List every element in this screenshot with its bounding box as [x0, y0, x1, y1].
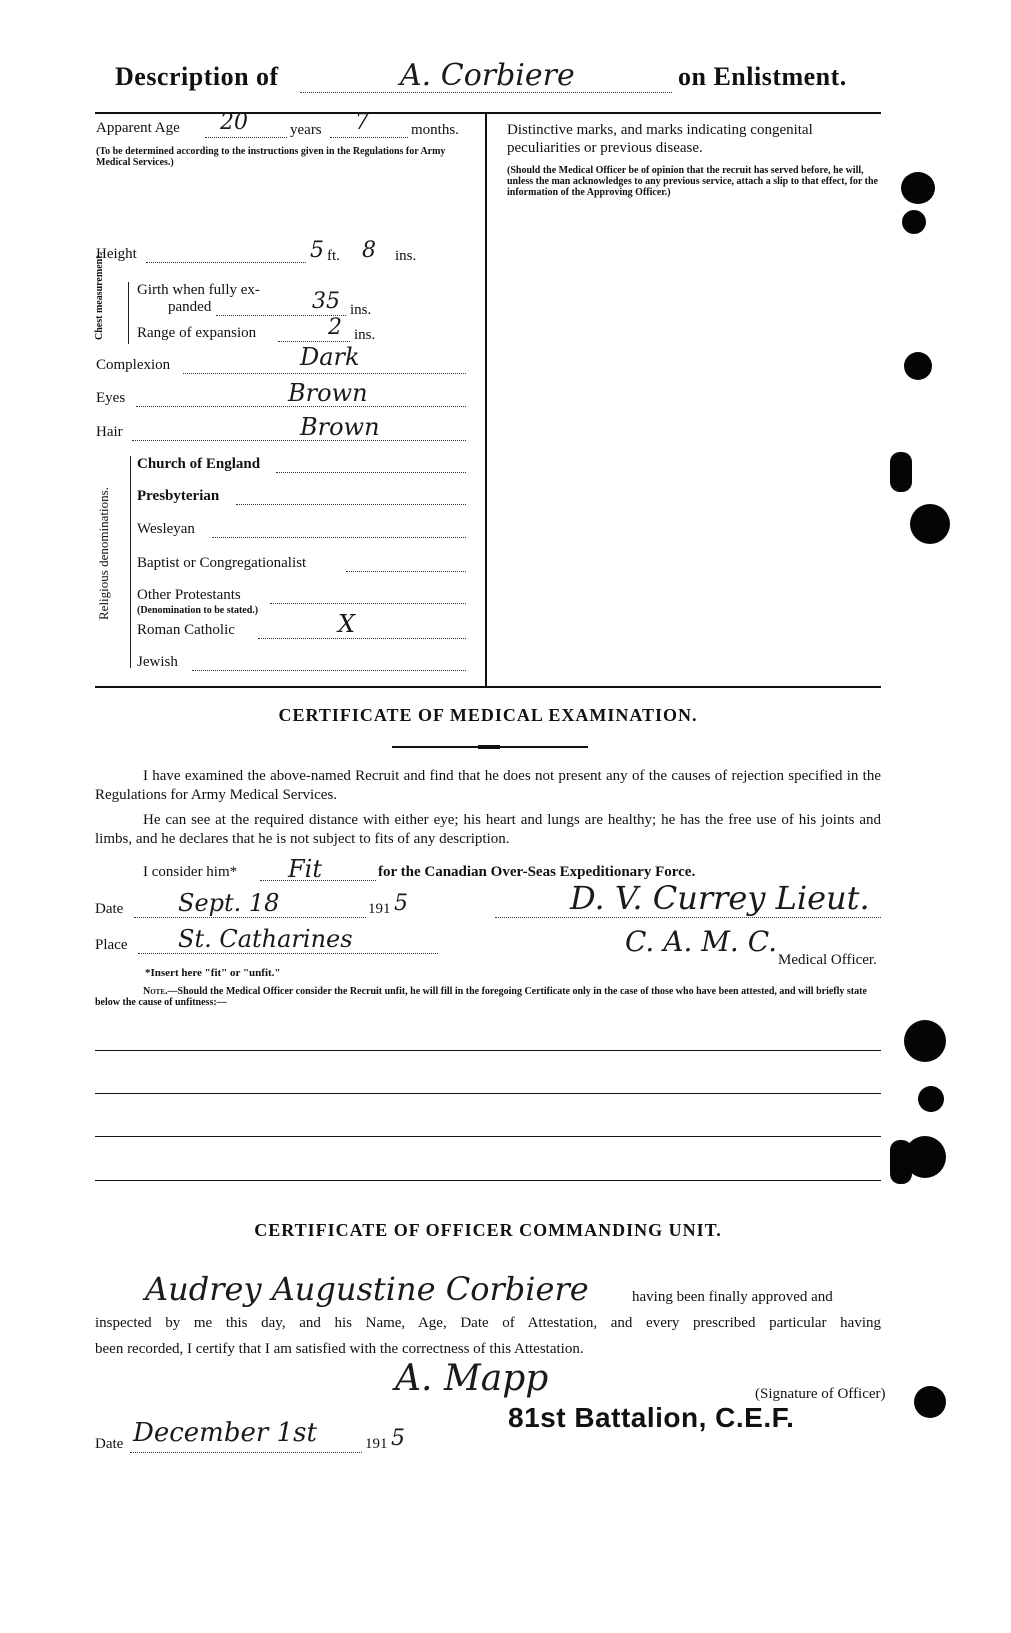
medical-year-suffix: 5 [394, 891, 408, 916]
years-label: years [290, 122, 322, 138]
girth-label-line1: Girth when fully ex- [137, 282, 260, 298]
eyes-label: Eyes [96, 390, 126, 406]
medical-officer-label: Medical Officer. [778, 952, 877, 968]
consider-value: Fit [288, 855, 322, 883]
unfitness-line-2 [95, 1093, 881, 1094]
hair-value: Brown [300, 413, 380, 441]
description-title-suffix: on Enlistment. [678, 62, 847, 91]
recruit-full-name-handwritten: Audrey Augustine Corbiere [145, 1270, 589, 1308]
consider-prefix: I consider him* [143, 864, 238, 880]
medical-officer-signature: D. V. Currey Lieut. [570, 879, 870, 917]
height-inches-value: 8 [362, 238, 376, 263]
medical-officer-unit: C. A. M. C. [625, 925, 778, 958]
years-line [205, 137, 287, 138]
signature-of-officer-label: (Signature of Officer) [755, 1386, 886, 1402]
presbyterian-line [236, 504, 466, 505]
punch-hole-7 [918, 1086, 944, 1112]
age-instructions-note: (To be determined according to the instructions given in the Regulations for Army Medical Services.) [96, 146, 446, 168]
range-line [278, 341, 350, 342]
age-years-value: 20 [220, 110, 248, 135]
eyes-value: Brown [288, 379, 368, 407]
church-of-england-line [276, 472, 466, 473]
column-divider [485, 112, 487, 688]
top-rule [95, 112, 881, 114]
hair-label: Hair [96, 424, 123, 440]
religion-church-of-england: Church of England [137, 456, 261, 472]
medical-place-value: St. Catharines [178, 925, 353, 953]
girth-line [216, 315, 346, 316]
height-inches-label: ins. [395, 248, 417, 264]
girth-label-line2: panded [168, 299, 212, 315]
punch-hole-9 [904, 1136, 946, 1178]
commanding-certificate-title: CERTIFICATE OF OFFICER COMMANDING UNIT. [254, 1220, 722, 1240]
distinctive-marks-line2: peculiarities or previous disease. [507, 140, 703, 156]
medical-date-label: Date [95, 901, 124, 917]
medical-certificate-title: CERTIFICATE OF MEDICAL EXAMINATION. [278, 705, 698, 725]
baptist-line [346, 571, 466, 572]
apparent-age-label: Apparent Age [96, 120, 180, 136]
punch-hole-10 [914, 1386, 946, 1418]
medical-place-label: Place [95, 937, 128, 953]
hair-line [132, 440, 466, 441]
religion-wesleyan: Wesleyan [137, 521, 195, 537]
medical-year-prefix: 191 [368, 901, 391, 917]
medical-paragraph-1: I have examined the above-named Recruit and find that he does not present any of the causes of rejection specified in the Regulations for Army Medical Services. [95, 768, 881, 803]
commanding-line2: inspected by me this day, and his Name, Age, Date of Attestation, and every prescribed particular having [95, 1315, 881, 1331]
unfit-note-label: Note. [143, 986, 168, 997]
medical-place-line [138, 953, 438, 954]
age-months-value: 7 [355, 110, 369, 135]
description-title-prefix: Description of [115, 62, 279, 91]
punch-hole-4 [890, 452, 912, 492]
unfit-note [95, 986, 881, 1008]
medical-title-rule-center [478, 745, 500, 749]
religion-baptist: Baptist or Congregationalist [137, 555, 307, 571]
distinctive-marks-line1: Distinctive marks, and marks indicating congenital [507, 122, 813, 138]
commanding-line3: been recorded, I certify that I am satisfied with the correctness of this Attestation. [95, 1341, 584, 1357]
header-recruit-name: A. Corbiere [400, 58, 575, 93]
religion-presbyterian: Presbyterian [137, 488, 220, 504]
range-value: 2 [328, 315, 342, 340]
months-label: months. [411, 122, 459, 138]
unfitness-line-3 [95, 1136, 881, 1137]
religion-brace [130, 456, 131, 668]
other-protestants-note: (Denomination to be stated.) [137, 605, 259, 616]
insert-fit-note: *Insert here "fit" or "unfit." [145, 967, 281, 979]
unfitness-line-1 [95, 1050, 881, 1051]
range-of-expansion-label: Range of expansion [137, 325, 257, 341]
commanding-date-value: December 1st [133, 1418, 317, 1448]
punch-hole-6 [904, 1020, 946, 1062]
months-line [330, 137, 408, 138]
unfit-note-text: —Should the Medical Officer consider the Recruit unfit, he will fill in the foregoing Certificate only in the case of those who have been attested, and will briefly state below the cause of unfitness:— [95, 986, 867, 1008]
medical-paragraph-2: He can see at the required distance with either eye; his heart and lungs are healthy; he has the free use of his joints and limbs, and he declares that he is not subject to fits of any description. [95, 812, 881, 847]
commanding-line1-suffix: having been finally approved and [632, 1289, 833, 1305]
girth-unit: ins. [350, 302, 372, 318]
height-feet-label: ft. [327, 248, 340, 264]
roman-catholic-line [258, 638, 466, 639]
medical-date-value: Sept. 18 [178, 889, 280, 917]
punch-hole-2 [902, 210, 926, 234]
distinctive-marks-note: (Should the Medical Officer be of opinion that the recruit has served before, he will, unless the man acknowledges to any previous service, attach a slip to that effect, for the information of the Approving Officer.) [507, 165, 878, 198]
chest-measurement-label: Chest measurement. [94, 252, 105, 340]
other-protestants-line [270, 603, 466, 604]
commanding-officer-signature: A. Mapp [395, 1358, 549, 1399]
commanding-year-suffix: 5 [391, 1426, 405, 1451]
girth-value: 35 [312, 289, 340, 314]
wesleyan-line [212, 537, 466, 538]
consider-suffix: for the Canadian Over-Seas Expeditionary Force. [378, 864, 696, 880]
medical-signature-line [495, 917, 881, 918]
religion-other-protestants: Other Protestants [137, 587, 241, 603]
punch-hole-3 [904, 352, 932, 380]
height-leader-line [146, 262, 306, 263]
jewish-line [192, 670, 466, 671]
unfitness-line-4 [95, 1180, 881, 1181]
height-feet-value: 5 [310, 238, 324, 263]
punch-hole-1 [901, 172, 935, 204]
religion-jewish: Jewish [137, 654, 178, 670]
range-unit: ins. [354, 327, 376, 343]
complexion-value: Dark [300, 343, 360, 371]
commanding-year-prefix: 191 [365, 1436, 388, 1452]
bottom-rule-description [95, 686, 881, 688]
religion-roman-catholic: Roman Catholic [137, 622, 235, 638]
medical-date-line [134, 917, 366, 918]
complexion-label: Complexion [96, 357, 171, 373]
commanding-date-line [130, 1452, 362, 1453]
commanding-date-label: Date [95, 1436, 124, 1452]
battalion-stamp: 81st Battalion, C.E.F. [508, 1402, 795, 1433]
height-label: Height [96, 246, 137, 262]
complexion-line [183, 373, 466, 374]
chest-brace [128, 282, 129, 344]
punch-hole-5 [910, 504, 950, 544]
religious-denominations-label: Religious denominations. [96, 487, 111, 620]
roman-catholic-mark: X [338, 610, 356, 638]
